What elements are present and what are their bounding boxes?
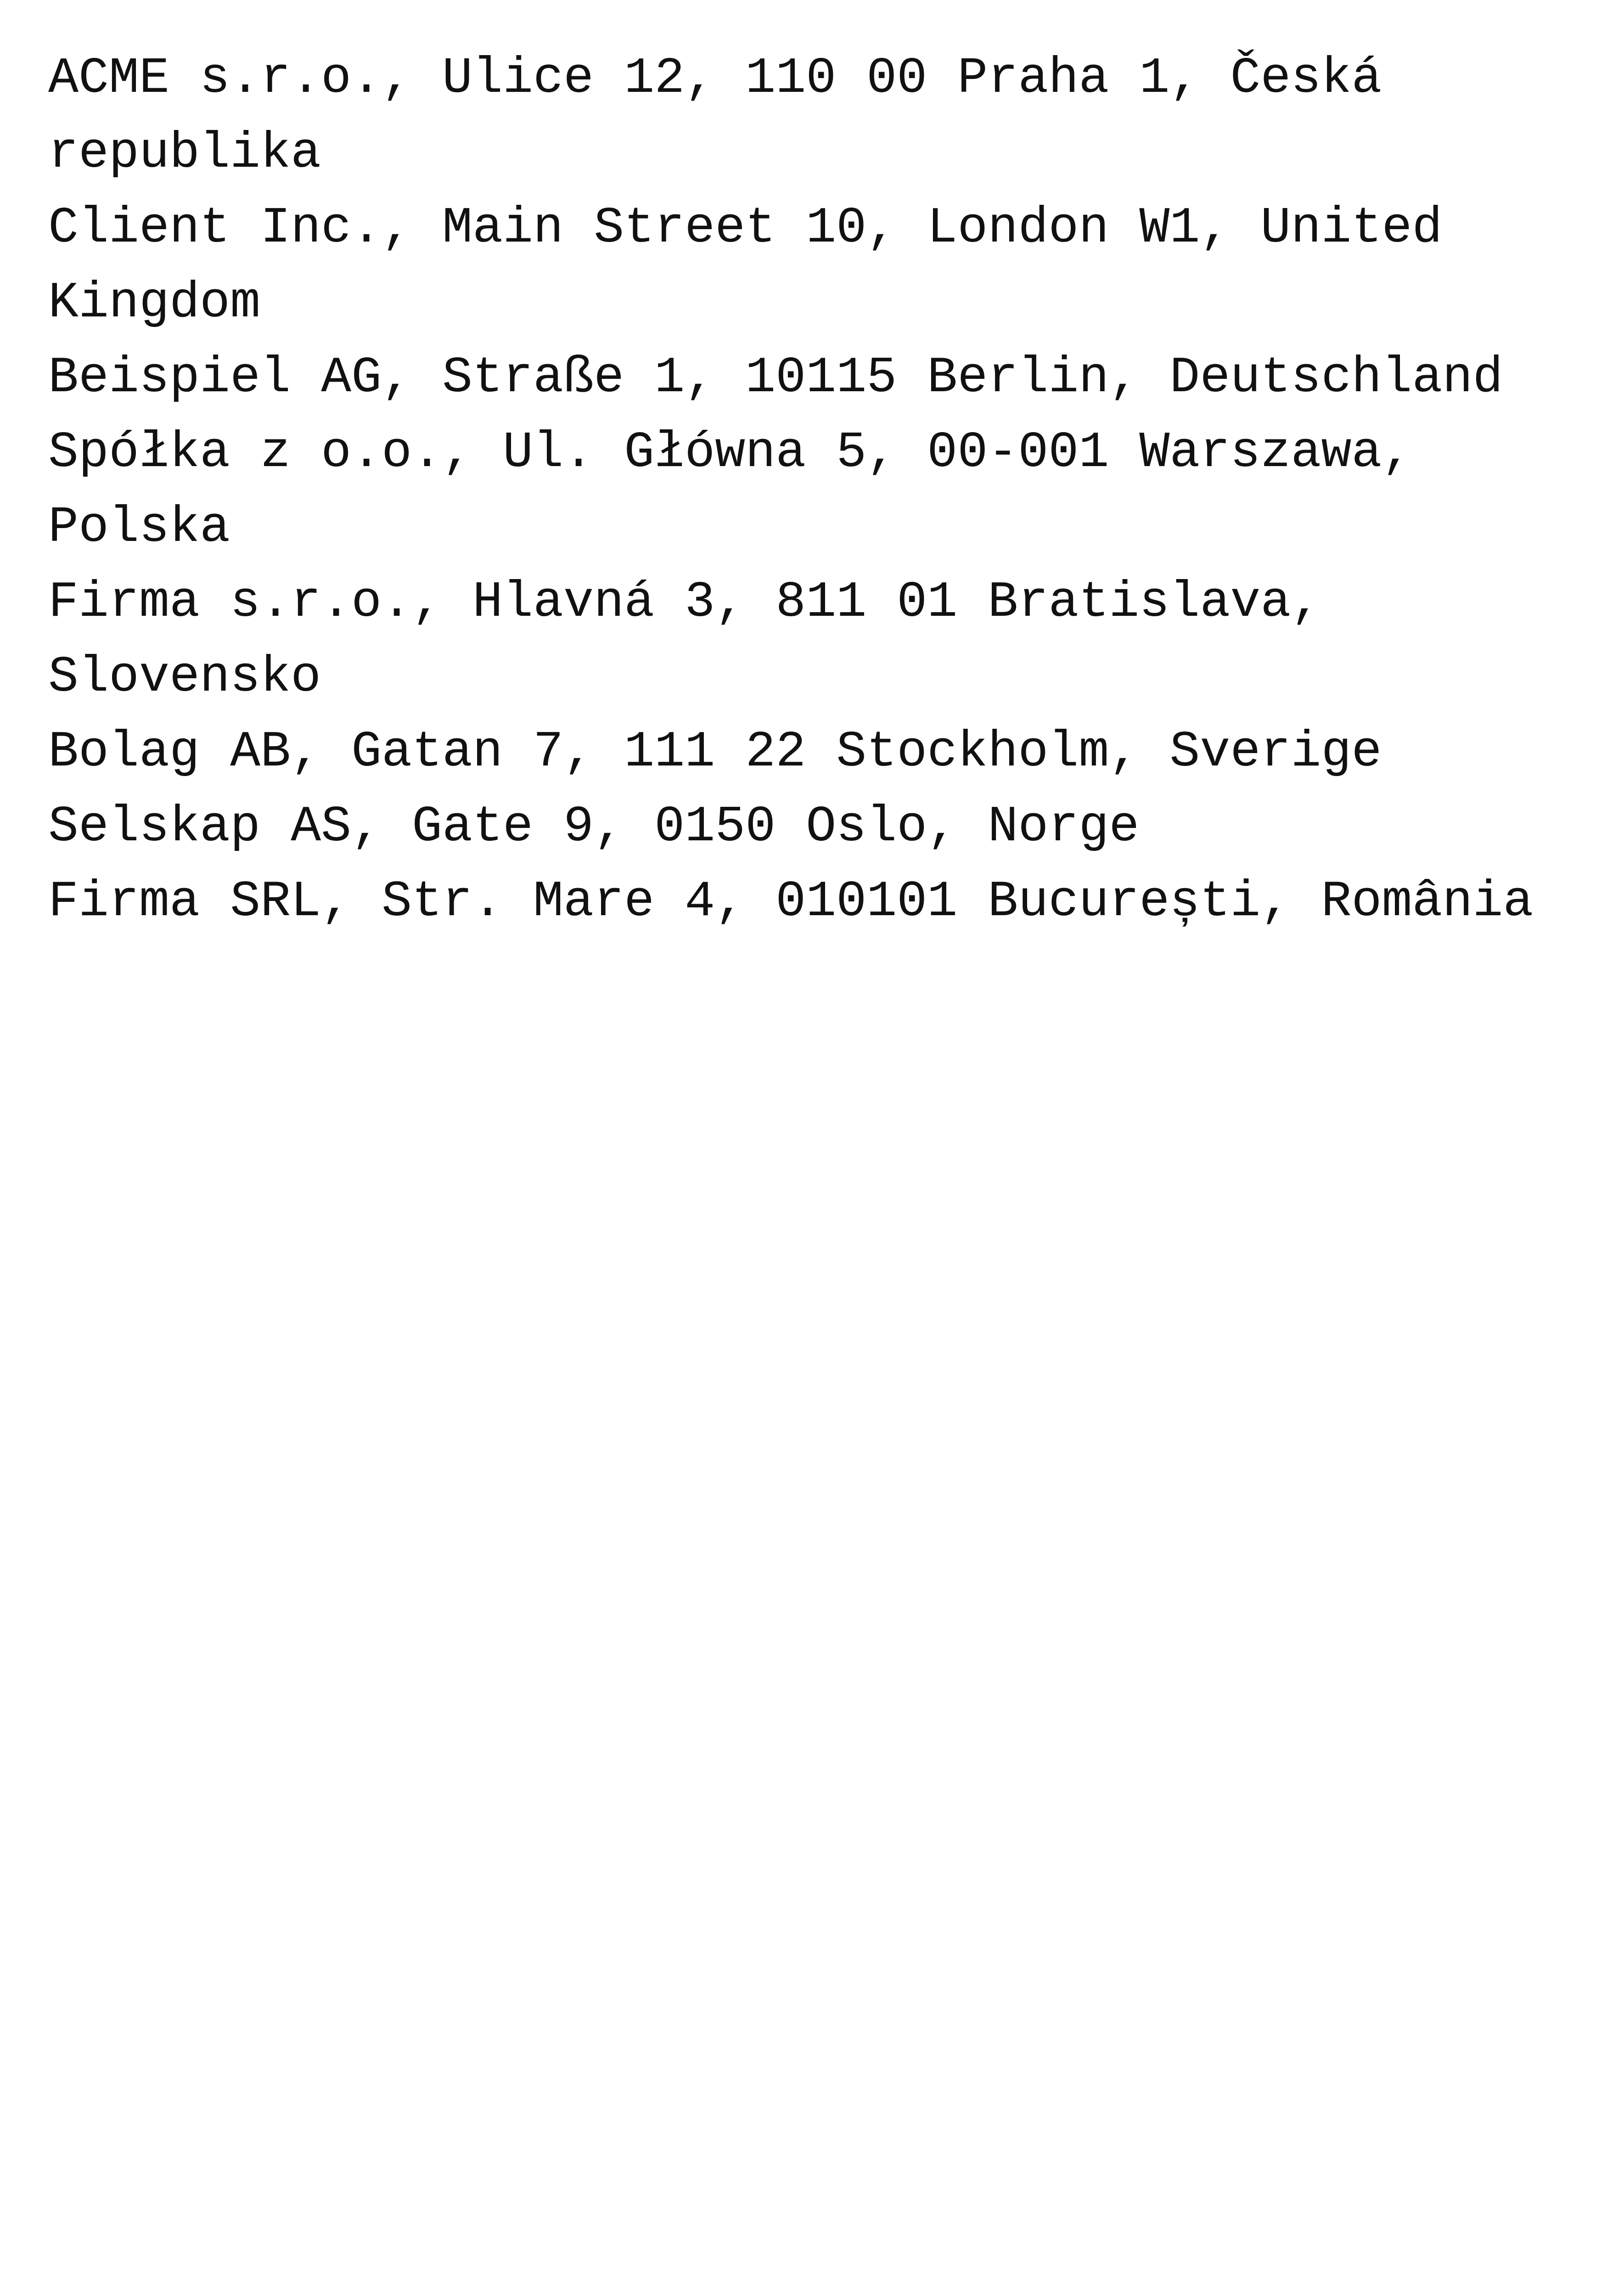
address-line: Selskap AS, Gate 9, 0150 Oslo, Norge bbox=[48, 799, 1140, 856]
address-line: ACME s.r.o., Ulice 12, 110 00 Praha 1, Česká republika bbox=[48, 50, 1382, 182]
address-list bbox=[48, 41, 1563, 940]
address-line: Firma SRL, Str. Mare 4, 010101 București, România bbox=[48, 873, 1534, 931]
address-line: Beispiel AG, Straße 1, 10115 Berlin, Deutschland bbox=[48, 349, 1503, 407]
address-line: Firma s.r.o., Hlavná 3, 811 01 Bratislava, Slovensko bbox=[48, 574, 1321, 706]
address-line: Client Inc., Main Street 10, London W1, United Kingdom bbox=[48, 200, 1443, 332]
address-line: Spółka z o.o., Ul. Główna 5, 00-001 Warszawa, Polska bbox=[48, 424, 1412, 557]
address-line: Bolag AB, Gatan 7, 111 22 Stockholm, Sverige bbox=[48, 724, 1382, 781]
